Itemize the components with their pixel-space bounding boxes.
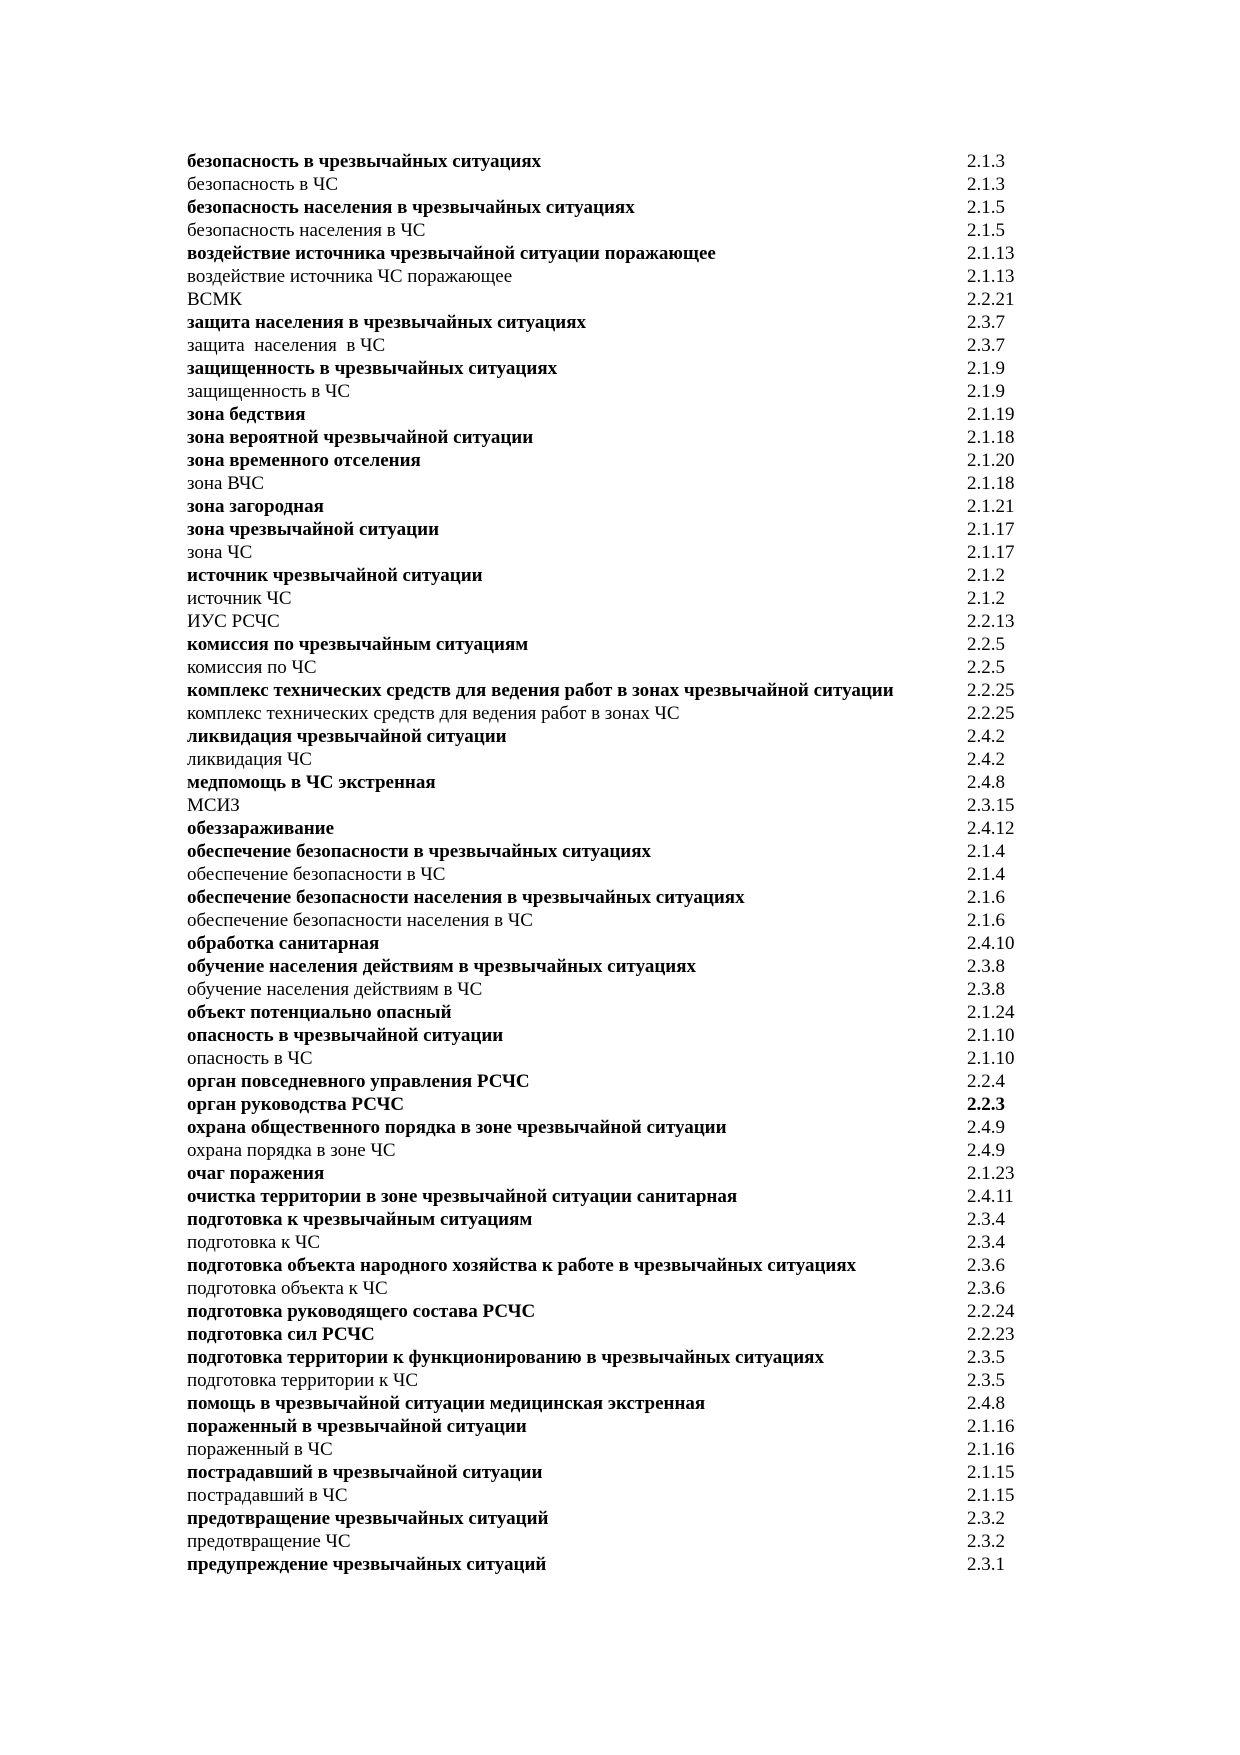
index-row — [187, 656, 1042, 679]
index-ref: 2.4.12 — [967, 818, 1015, 839]
index-term: безопасность населения в ЧС — [187, 220, 426, 241]
index-term: воздействие источника ЧС поражающее — [187, 266, 513, 287]
index-term: подготовка объекта народного хозяйства к работе в чрезвычайных ситуациях — [187, 1255, 857, 1276]
index-row — [187, 1047, 1042, 1070]
index-ref: 2.4.9 — [967, 1140, 1005, 1161]
index-ref: 2.4.9 — [967, 1117, 1005, 1138]
index-ref: 2.1.9 — [967, 381, 1005, 402]
index-ref: 2.1.2 — [967, 565, 1005, 586]
index-ref: 2.2.13 — [967, 611, 1015, 632]
index-ref: 2.4.11 — [967, 1186, 1014, 1207]
index-term: зона бедствия — [187, 404, 306, 425]
index-ref: 2.1.21 — [967, 496, 1015, 517]
index-row — [187, 817, 1042, 840]
index-ref: 2.1.10 — [967, 1048, 1015, 1069]
index-row — [187, 1208, 1042, 1231]
index-row — [187, 1530, 1042, 1553]
index-term: комплекс технических средств для ведения работ в зонах чрезвычайной ситуации — [187, 680, 894, 701]
index-ref: 2.3.2 — [967, 1531, 1005, 1552]
index-row — [187, 173, 1042, 196]
index-row — [187, 1438, 1042, 1461]
index-term: очаг поражения — [187, 1163, 325, 1184]
index-row — [187, 357, 1042, 380]
index-term: обеззараживание — [187, 818, 335, 839]
document-page — [187, 150, 1022, 1576]
index-ref: 2.4.10 — [967, 933, 1015, 954]
index-term: комплекс технических средств для ведения работ в зонах ЧС — [187, 703, 680, 724]
index-ref: 2.1.16 — [967, 1416, 1015, 1437]
index-ref: 2.3.15 — [967, 795, 1015, 816]
index-term: источник ЧС — [187, 588, 292, 609]
index-term: зона временного отселения — [187, 450, 421, 471]
index-ref: 2.1.3 — [967, 174, 1005, 195]
term-index-table — [187, 150, 1042, 1576]
index-term: подготовка территории к ЧС — [187, 1370, 419, 1391]
index-row — [187, 1139, 1042, 1162]
index-row — [187, 1461, 1042, 1484]
index-term: объект потенциально опасный — [187, 1002, 452, 1023]
index-term: МСИЗ — [187, 795, 240, 816]
index-term: подготовка объекта к ЧС — [187, 1278, 388, 1299]
index-ref: 2.2.21 — [967, 289, 1015, 310]
index-term: пораженный в ЧС — [187, 1439, 333, 1460]
index-row — [187, 541, 1042, 564]
index-ref: 2.1.13 — [967, 266, 1015, 287]
index-row — [187, 1254, 1042, 1277]
index-ref: 2.1.2 — [967, 588, 1005, 609]
index-term: подготовка территории к функционированию в чрезвычайных ситуациях — [187, 1347, 824, 1368]
index-term: ИУС РСЧС — [187, 611, 280, 632]
index-row — [187, 219, 1042, 242]
index-ref: 2.3.6 — [967, 1255, 1005, 1276]
index-ref: 2.1.5 — [967, 197, 1005, 218]
index-ref: 2.4.2 — [967, 726, 1005, 747]
index-row — [187, 564, 1042, 587]
index-term: пострадавший в ЧС — [187, 1485, 348, 1506]
index-row — [187, 633, 1042, 656]
index-ref: 2.3.6 — [967, 1278, 1005, 1299]
index-ref: 2.3.4 — [967, 1232, 1005, 1253]
index-ref: 2.2.25 — [967, 703, 1015, 724]
index-row — [187, 794, 1042, 817]
index-ref: 2.2.23 — [967, 1324, 1015, 1345]
index-term: комиссия по ЧС — [187, 657, 317, 678]
index-term: защита населения в чрезвычайных ситуациях — [187, 312, 587, 333]
index-ref: 2.1.18 — [967, 473, 1015, 494]
index-ref: 2.1.18 — [967, 427, 1015, 448]
index-row — [187, 518, 1042, 541]
index-ref: 2.1.17 — [967, 519, 1015, 540]
index-term: обеспечение безопасности населения в ЧС — [187, 910, 533, 931]
index-term: предупреждение чрезвычайных ситуаций — [187, 1554, 547, 1575]
index-ref: 2.2.24 — [967, 1301, 1015, 1322]
index-term: орган повседневного управления РСЧС — [187, 1071, 530, 1092]
index-ref: 2.3.1 — [967, 1554, 1005, 1575]
index-ref: 2.2.3 — [967, 1094, 1005, 1115]
index-term: орган руководства РСЧС — [187, 1094, 405, 1115]
index-row — [187, 587, 1042, 610]
index-ref: 2.1.17 — [967, 542, 1015, 563]
index-row — [187, 1323, 1042, 1346]
index-ref: 2.1.3 — [967, 151, 1005, 172]
index-term: помощь в чрезвычайной ситуации медицинская экстренная — [187, 1393, 706, 1414]
index-row — [187, 955, 1042, 978]
index-term: предотвращение чрезвычайных ситуаций — [187, 1508, 549, 1529]
index-row — [187, 1484, 1042, 1507]
index-term: ликвидация чрезвычайной ситуации — [187, 726, 507, 747]
index-row — [187, 1070, 1042, 1093]
index-term: зона ЧС — [187, 542, 253, 563]
index-term: безопасность населения в чрезвычайных ситуациях — [187, 197, 635, 218]
index-term: зона чрезвычайной ситуации — [187, 519, 440, 540]
index-row — [187, 265, 1042, 288]
index-ref: 2.1.9 — [967, 358, 1005, 379]
index-row — [187, 1300, 1042, 1323]
index-row — [187, 495, 1042, 518]
index-row — [187, 1415, 1042, 1438]
index-row — [187, 1001, 1042, 1024]
index-ref: 2.3.5 — [967, 1370, 1005, 1391]
index-term: охрана порядка в зоне ЧС — [187, 1140, 396, 1161]
index-ref: 2.1.20 — [967, 450, 1015, 471]
index-ref: 2.2.5 — [967, 634, 1005, 655]
index-term: пораженный в чрезвычайной ситуации — [187, 1416, 527, 1437]
index-row — [187, 426, 1042, 449]
index-ref: 2.4.8 — [967, 772, 1005, 793]
index-ref: 2.1.15 — [967, 1485, 1015, 1506]
index-row — [187, 1093, 1042, 1116]
index-ref: 2.4.8 — [967, 1393, 1005, 1414]
index-row — [187, 725, 1042, 748]
index-term: охрана общественного порядка в зоне чрезвычайной ситуации — [187, 1117, 727, 1138]
index-term: зона загородная — [187, 496, 324, 517]
index-row — [187, 1185, 1042, 1208]
index-term: обработка санитарная — [187, 933, 380, 954]
index-term: ВСМК — [187, 289, 242, 310]
index-row — [187, 610, 1042, 633]
index-term: безопасность в ЧС — [187, 174, 339, 195]
index-term: защищенность в ЧС — [187, 381, 351, 402]
index-row — [187, 1553, 1042, 1576]
index-term: безопасность в чрезвычайных ситуациях — [187, 151, 542, 172]
index-term: предотвращение ЧС — [187, 1531, 351, 1552]
index-row — [187, 380, 1042, 403]
index-ref: 2.1.23 — [967, 1163, 1015, 1184]
index-row — [187, 403, 1042, 426]
index-term: ликвидация ЧС — [187, 749, 312, 770]
index-row — [187, 863, 1042, 886]
index-ref: 2.2.25 — [967, 680, 1015, 701]
index-row — [187, 702, 1042, 725]
index-ref: 2.1.10 — [967, 1025, 1015, 1046]
index-row — [187, 1507, 1042, 1530]
index-row — [187, 150, 1042, 173]
index-ref: 2.3.4 — [967, 1209, 1005, 1230]
index-row — [187, 909, 1042, 932]
index-term: опасность в ЧС — [187, 1048, 313, 1069]
index-ref: 2.1.5 — [967, 220, 1005, 241]
index-term: защищенность в чрезвычайных ситуациях — [187, 358, 558, 379]
index-ref: 2.1.6 — [967, 887, 1005, 908]
index-row — [187, 242, 1042, 265]
index-term: зона вероятной чрезвычайной ситуации — [187, 427, 534, 448]
index-term: медпомощь в ЧС экстренная — [187, 772, 436, 793]
index-row — [187, 288, 1042, 311]
index-term: обучение населения действиям в ЧС — [187, 979, 483, 1000]
index-row — [187, 886, 1042, 909]
index-row — [187, 1024, 1042, 1047]
index-term: подготовка руководящего состава РСЧС — [187, 1301, 536, 1322]
index-row — [187, 1162, 1042, 1185]
index-row — [187, 1231, 1042, 1254]
index-row — [187, 449, 1042, 472]
index-ref: 2.1.19 — [967, 404, 1015, 425]
index-row — [187, 932, 1042, 955]
index-term: подготовка к ЧС — [187, 1232, 321, 1253]
index-ref: 2.1.24 — [967, 1002, 1015, 1023]
index-term: воздействие источника чрезвычайной ситуации поражающее — [187, 243, 716, 264]
index-ref: 2.4.2 — [967, 749, 1005, 770]
index-ref: 2.3.2 — [967, 1508, 1005, 1529]
index-term: подготовка сил РСЧС — [187, 1324, 375, 1345]
index-term: источник чрезвычайной ситуации — [187, 565, 483, 586]
index-ref: 2.1.4 — [967, 864, 1005, 885]
index-row — [187, 978, 1042, 1001]
index-term: зона ВЧС — [187, 473, 264, 494]
index-term: подготовка к чрезвычайным ситуациям — [187, 1209, 533, 1230]
index-ref: 2.3.7 — [967, 312, 1005, 333]
index-term: опасность в чрезвычайной ситуации — [187, 1025, 504, 1046]
index-term: очистка территории в зоне чрезвычайной ситуации санитарная — [187, 1186, 738, 1207]
index-term: пострадавший в чрезвычайной ситуации — [187, 1462, 543, 1483]
index-term: обучение населения действиям в чрезвычайных ситуациях — [187, 956, 697, 977]
index-row — [187, 679, 1042, 702]
index-ref: 2.3.7 — [967, 335, 1005, 356]
index-row — [187, 334, 1042, 357]
index-row — [187, 1392, 1042, 1415]
index-term: комиссия по чрезвычайным ситуациям — [187, 634, 529, 655]
index-row — [187, 840, 1042, 863]
index-row — [187, 311, 1042, 334]
index-ref: 2.1.6 — [967, 910, 1005, 931]
index-ref: 2.2.4 — [967, 1071, 1005, 1092]
index-ref: 2.2.5 — [967, 657, 1005, 678]
index-ref: 2.3.8 — [967, 956, 1005, 977]
index-ref: 2.1.4 — [967, 841, 1005, 862]
index-term: обеспечение безопасности в ЧС — [187, 864, 446, 885]
index-term: обеспечение безопасности населения в чрезвычайных ситуациях — [187, 887, 745, 908]
index-ref: 2.3.8 — [967, 979, 1005, 1000]
index-term: обеспечение безопасности в чрезвычайных ситуациях — [187, 841, 652, 862]
index-row — [187, 1369, 1042, 1392]
index-ref: 2.3.5 — [967, 1347, 1005, 1368]
index-row — [187, 771, 1042, 794]
index-term: защита населения в ЧС — [187, 335, 386, 356]
index-row — [187, 748, 1042, 771]
index-ref: 2.1.15 — [967, 1462, 1015, 1483]
term-index-body — [187, 150, 1042, 1576]
index-row — [187, 1346, 1042, 1369]
index-row — [187, 196, 1042, 219]
index-row — [187, 472, 1042, 495]
index-ref: 2.1.16 — [967, 1439, 1015, 1460]
index-row — [187, 1277, 1042, 1300]
index-ref: 2.1.13 — [967, 243, 1015, 264]
index-row — [187, 1116, 1042, 1139]
